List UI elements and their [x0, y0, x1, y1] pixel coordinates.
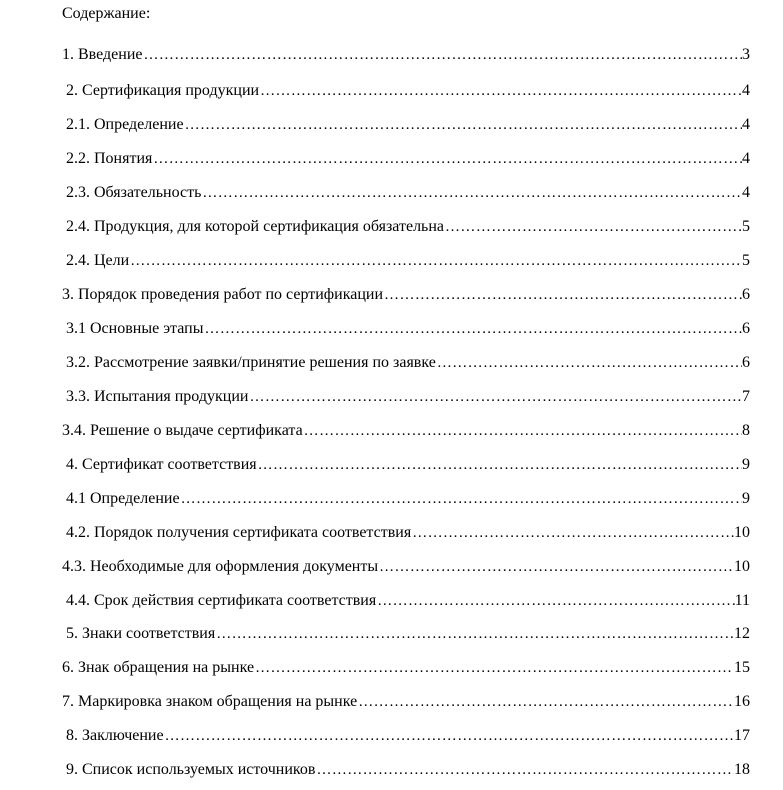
toc-entry-text: 5. Знаки соответствия: [66, 625, 216, 642]
toc-entry-text: 4.3. Необходимые для оформления документы: [62, 558, 379, 575]
toc-entry: [66, 624, 750, 644]
toc-entry-page: 9: [742, 456, 750, 473]
toc-entry: [66, 523, 750, 543]
toc-entry-text: 3.1 Основные этапы: [66, 320, 204, 337]
toc-title: Содержание:: [62, 5, 151, 22]
toc-entry: [66, 726, 750, 746]
toc-entry: [66, 81, 750, 101]
toc-entry: [66, 455, 750, 475]
toc-entry-page: 6: [742, 354, 750, 371]
toc-entry-page: 6: [742, 286, 750, 303]
toc-entry: [62, 692, 750, 712]
toc-dot-leader: [383, 285, 742, 305]
toc-dot-leader: [436, 353, 742, 373]
toc-entry-text: 9. Список используемых источников: [66, 761, 316, 778]
toc-entry-page: 4: [742, 82, 750, 99]
toc-dot-leader: [259, 81, 742, 101]
toc-entry-page: 18: [734, 761, 750, 778]
toc-dot-leader: [257, 455, 742, 475]
toc-entry-page: 10: [734, 558, 750, 575]
toc-entry: [66, 489, 750, 509]
toc-entry: [62, 658, 750, 678]
toc-entry-page: 15: [734, 659, 750, 676]
toc-entry-text: 3.3. Испытания продукции: [66, 388, 249, 405]
toc-dot-leader: [143, 45, 743, 65]
toc-dot-leader: [184, 115, 742, 135]
toc-entry-page: 16: [734, 693, 750, 710]
toc-entry-text: 2.2. Понятия: [66, 150, 153, 167]
toc-dot-leader: [201, 183, 742, 203]
toc-entry-text: 3.2. Рассмотрение заявки/принятие решения по заявке: [66, 354, 436, 371]
toc-entry-text: 1. Введение: [62, 46, 143, 63]
toc-entry-text: 6. Знак обращения на рынке: [62, 659, 255, 676]
toc-dot-leader: [303, 421, 742, 441]
toc-entry-text: 2.3. Обязательность: [66, 184, 202, 201]
toc-entry: [66, 115, 750, 135]
toc-entry-text: 3. Порядок проведения работ по сертификации: [62, 286, 384, 303]
toc-dot-leader: [411, 523, 734, 543]
toc-dot-leader: [203, 319, 742, 339]
toc-entry: [62, 557, 750, 577]
toc-dot-leader: [444, 217, 742, 237]
toc-entry-page: 6: [742, 320, 750, 337]
toc-entry: [66, 251, 750, 271]
toc-entry-page: 3: [742, 46, 750, 63]
toc-entry-page: 5: [742, 218, 750, 235]
toc-dot-leader: [180, 489, 742, 509]
toc-entry-text: 4.4. Срок действия сертификата соответствия: [66, 592, 377, 609]
toc-entry: [66, 760, 750, 780]
toc-entry: [62, 421, 750, 441]
toc-entry: [66, 183, 750, 203]
toc-entry-page: 4: [742, 116, 750, 133]
toc-dot-leader: [152, 149, 742, 169]
toc-entry-text: 4.1 Определение: [66, 490, 180, 507]
toc-entry-text: 2.4. Продукция, для которой сертификация обязательна: [66, 218, 445, 235]
toc-entry-page: 9: [742, 490, 750, 507]
toc-dot-leader: [357, 692, 734, 712]
toc-dot-leader: [254, 658, 734, 678]
toc-entry: [66, 217, 750, 237]
toc-entry: [66, 591, 750, 611]
toc-entry-page: 10: [734, 524, 750, 541]
toc-entry-page: 8: [742, 422, 750, 439]
toc-dot-leader: [164, 726, 734, 746]
toc-entry-text: 2.4. Цели: [66, 252, 130, 269]
toc-dot-leader: [376, 591, 734, 611]
toc-entry-page: 5: [742, 252, 750, 269]
toc-dot-leader: [315, 760, 734, 780]
toc-entry: [66, 149, 750, 169]
toc-entry-text: 8. Заключение: [66, 727, 164, 744]
toc-entry: [66, 387, 750, 407]
toc-entry-text: 4.2. Порядок получения сертификата соответствия: [66, 524, 412, 541]
toc-entry-text: 3.4. Решение о выдаче сертификата: [62, 422, 303, 439]
toc-entry-text: 7. Маркировка знаком обращения на рынке: [62, 693, 358, 710]
toc-entry: [66, 353, 750, 373]
toc-entry: [66, 319, 750, 339]
toc-entry-page: 7: [742, 388, 750, 405]
toc-dot-leader: [129, 251, 742, 271]
toc-dot-leader: [378, 557, 734, 577]
toc-entry-page: 12: [734, 625, 750, 642]
toc-entry-page: 4: [742, 150, 750, 167]
toc-entry-text: 2.1. Определение: [66, 116, 184, 133]
toc-entry-page: 4: [742, 184, 750, 201]
toc-dot-leader: [248, 387, 742, 407]
toc-entry: [62, 45, 750, 65]
toc-dot-leader: [215, 624, 734, 644]
toc-entry: [62, 285, 750, 305]
toc-entry-text: 2. Сертификация продукции: [66, 82, 260, 99]
toc-entry-page: 11: [734, 592, 750, 609]
toc-entry-text: 4. Сертификат соответствия: [66, 456, 257, 473]
toc-entry-page: 17: [734, 727, 750, 744]
